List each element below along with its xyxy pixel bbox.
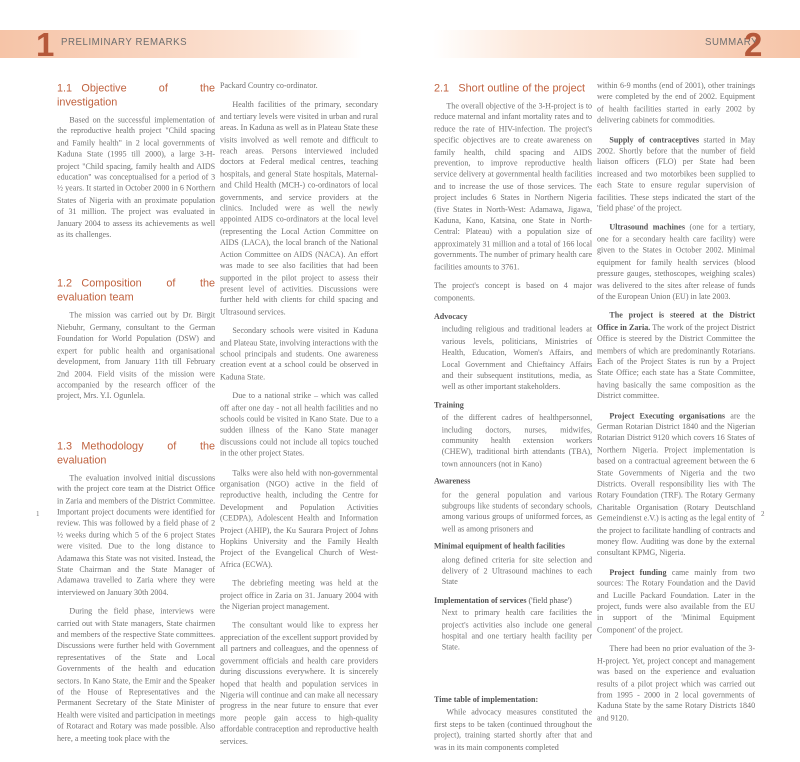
paragraph: Health facilities of the primary, secondary and tertiary levels were visited in urban and rural areas. In Kaduna as well as in Plateau State these visits involved as well remote and difficult to reach areas. Persons interviewed included doctors at Federal medical centres, teaching hospitals, and general State hospitals, Maternal- and Child Health (MCH-) co-ordinators of local governments, and service providers at the clinics. Included were as well the newly appointed AIDS co-ordinators at the local level (representing the Local Action Committee on AIDS (LACA), the local branch of the National Action Committee on AIDS (NACA). An effort was made to see also facilities that had been supported in the pilot project to assess their present level of activities. Discussions were further held with clients for child spacing and Ultrasound services. xyxy=(220,101,379,318)
component-title-implementation: Implementation of services ('field phase') xyxy=(434,596,572,606)
component-body: along defined criteria for site selection and delivery of 2 Ultrasound machines to each State xyxy=(441,555,593,588)
component-title-minimal-equipment: Minimal equipment of health facilities xyxy=(434,542,565,552)
page-number-left: 1 xyxy=(36,510,40,518)
right-page-column-1 xyxy=(434,82,592,762)
chapter-banner-summary xyxy=(433,26,800,63)
paragraph: During the field phase, interviews were carried out with State managers, State chairmen and members of the respective State committees. Discussions were further held with Government representatives of the State and Local Governments of the health and education sectors. In Kano State, the Emir and the Speaker of the House of Representatives and the Permanent Secretary of the State Minister of Health were visited and participation in meetings of Rotaract and Rotary was made possible. Also here, a meeting took place with the xyxy=(57,607,216,744)
paragraph: Secondary schools were visited in Kaduna and Plateau State, involving interactions with the school principals and students. One awareness creation event at a school could be observed in Kaduna State. xyxy=(220,327,379,383)
chapter-banner-preliminary-remarks xyxy=(0,26,362,63)
paragraph: There had been no prior evaluation of the 3-H-project. Yet, project concept and management was based on the experience and evaluation results of a pilot project which was carried out from 1995 - 2000 in 2 local governments of Kaduna State by the same Rotary Districts 1840 and 9120. xyxy=(597,645,756,724)
component-body: Next to primary health care facilities the project's activities also include one general hospital and one tertiary health facility per State. xyxy=(441,609,593,654)
paragraph: Supply of contraceptives started in May 2002. Shortly before that the number of field liaison officers (FLO) per State had been increased and two motorbikes been supplied to each State to ensure regular supervision of facilities. These steps indicated the start of the 'field phase' of the project. xyxy=(597,135,756,214)
page-number-right: 2 xyxy=(761,510,765,518)
paragraph: within 6-9 months (end of 2001), other trainings were completed by the end of 2002. Equipment of health facilities started in early 2002 by delivering cabinets for commodities. xyxy=(597,82,756,126)
paragraph: The project's concept is based on 4 major components. xyxy=(434,282,593,303)
component-body: of the different cadres of healthpersonnel, including doctors, nurses, midwifes, community health extension workers (CHEW), traditional birth attendants (TBA), town announcers (not in Kano) xyxy=(441,413,593,470)
chapter-number: 2 xyxy=(744,26,763,63)
component-title-awareness: Awareness xyxy=(434,477,471,487)
component-title-advocacy: Advocacy xyxy=(434,312,468,323)
chapter-title: SUMMARY xyxy=(705,36,759,48)
chapter-number: 1 xyxy=(36,26,55,63)
section-heading-1-2: 1.2 Composition of the evaluation team xyxy=(57,279,216,305)
section-heading-1-1: 1.1 Objective of the investigation xyxy=(57,83,216,109)
paragraph: The project is steered at the District Office in Zaria. The work of the project District Office is steered by the District Committee the members of which are predominantly Rotarians. Each of the Project States is run by a Project State Office; each state has a State Committee, having basically the same composition as the District committee. xyxy=(597,311,756,402)
paragraph: While advocacy measures constituted the first steps to be taken (continued throughout the project), training started shortly after that and was in its main components completed xyxy=(434,708,593,753)
paragraph: The consultant would like to express her appreciation of the excellent support provided by all partners and colleagues, and the openness of government officials and health care providers during discussions everywhere. It is sincerely hoped that health and population services in Nigeria will continue and can make all necessary progress in the near future to ensure that ever more people gain access to high-quality affordable contraception and reproductive health services. xyxy=(220,622,379,747)
left-page-column-1 xyxy=(57,82,215,753)
paragraph: Talks were also held with non-governmental organisation (NGO) active in the field of reproductive health, including the Centre for Development and Population Activities (CEDPA), Adolescent Health and Information Project (AHIP), the Ku Saurara Project of Johns Hopkins University and the Family Health Project of the Evangelical Church of West-Africa (ECWA). xyxy=(220,468,379,571)
paragraph: Ultrasound machines (one for a tertiary, one for a secondary health care facility) were given to the States in October 2002. Minimal equipment for family health services (blood pressure gauges, stethoscopes, weighing scales) was delivered to the sites after release of funds of the European Union (EU) in late 2003. xyxy=(597,223,756,302)
paragraph: Project funding came mainly from two sources: The Rotary Foundation and the David and Lucille Packard Foundation. Later in the project, funds were also available from the EU in support of the 'Minimal Equipment Component' of the project. xyxy=(597,568,756,636)
component-body: for the general population and various subgroups like students of secondary schools, among various groups of uniformed forces, as well as among prisoners and xyxy=(441,490,593,535)
section-heading-1-3: 1.3 Methodology of the evaluation xyxy=(57,441,216,466)
paragraph: The debriefing meeting was held at the project office in Zaria on 31. January 2004 with the Nigerian project management. xyxy=(220,579,379,613)
left-page-column-2 xyxy=(220,82,378,756)
paragraph: The overall objective of the 3-H-project is to reduce maternal and infant mortality rates and to reduce the rate of HIV-infection. The project's specific objectives are to create awareness on family health, child spacing and AIDS prevention, to improve reproductive health service delivery at governmental health facilities and to increase the use of those services. The project includes 6 States in Northern Nigeria (five States in North-West: Adamawa, Jigawa, Kaduna, Kano, Katsina, one State in North-Central: Plateau) with a population size of approximately 31 million and a total of 166 local governments. The number of primary health care facilities amounts to 3761. xyxy=(434,102,593,273)
section-heading-2-1: 2.1 Short outline of the project xyxy=(434,83,586,95)
paragraph: Based on the successful implementation of the reproductive health project "Child spacing and Family health" in 2 local governments of Kaduna State (1995 till 2000), a large 3-H-project "Child spacing, family health and AIDS education" was conceptualised for a period of 3 ½ years. It started in October 2000 in 6 Northern States of Nigeria with an proximate population of 31 million. The project was evaluated in January 2004 to assess its achievements as well as its challenges. xyxy=(57,116,216,241)
paragraph: Project Executing organisations are the German Rotarian District 1840 and the Nigerian Rotarian District 9120 which covers 16 States of Northern Nigeria. Project implementation is based on a contractual agreement between the 6 State Governments of Nigeria and the two Districts. Overall responsibility lies with The Rotary Foundation (TRF). The Rotary Germany Charitable Organisation (Rotary Deutschland Gemeindienst e.V.) is acting as the legal entity of the project to facilitate handling of contracts and money flow. Auditing was done by the external consultant KPMG, Nigeria. xyxy=(597,411,756,559)
component-body: including religious and traditional leaders at various levels, politicians, Ministries of Health, Education, Women's Affairs, and Local Government and Chieftaincy Affairs and their subsequent institutions, media, as well as other important stakeholders. xyxy=(441,325,593,393)
paragraph: The evaluation involved initial discussions with the project core team at the District Office in Zaria and members of the District Committee. Important project documents were identified for review. This was followed by a field phase of 2 ½ weeks during which 5 of the 6 project States were visited. Due to the long distance to Adamawa this State was not visited. Instead, the State Chairman and the State Manager of Adamawa travelled to Zaria where they were interviewed on January 30th 2004. xyxy=(57,473,216,598)
component-title-training: Training xyxy=(434,400,464,411)
chapter-title: PRELIMINARY REMARKS xyxy=(61,36,188,48)
paragraph: The mission was carried out by Dr. Birgit Niebuhr, Germany, consultant to the German Foundation for World Population (DSW) and expert for public health and organisational development, from January 11th till February 2nd 2004. Field visits of the mission were accompanied by the research officer of the project, Mrs. Y.I. Ogunlela. xyxy=(57,312,216,402)
paragraph: Due to a national strike – which was called off after one day - not all health facilities and no schools could be visited in Kano State. Due to a sudden illness of the Kano State manager discussions could not include all topics touched in the other project States. xyxy=(220,392,379,459)
timetable-title: Time table of implementation: xyxy=(434,695,539,705)
right-page-column-2 xyxy=(597,82,755,733)
paragraph: Packard Country co-ordinator. xyxy=(220,82,318,92)
